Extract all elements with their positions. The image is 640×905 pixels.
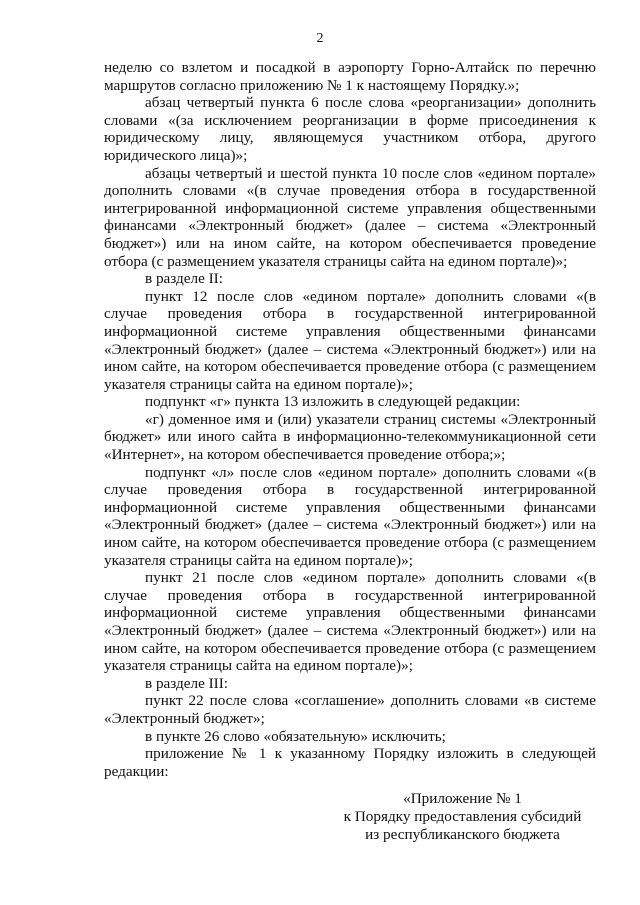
section-heading: в разделе II: <box>145 270 223 288</box>
appendix-line-title: «Приложение № 1 <box>403 790 522 807</box>
document-body <box>104 59 596 780</box>
paragraph: в пункте 26 слово «обязательную» исключить; <box>145 727 446 745</box>
paragraph: пункт 21 после слов «едином портале» дополнить словами «(в случае проведения отбора в государственной интегрированной информационной системе управления общественными финансами «Электронный бюджет» (далее – система «Электронный бюджет») или на ином сайте, на котором обеспечивается проведение отбора (с размещением указателя страницы сайта на едином портале)»; <box>104 569 596 675</box>
appendix-line-procedure: к Порядку предоставления субсидий <box>343 808 582 825</box>
paragraph: абзац четвертый пункта 6 после слова «реорганизации» дополнить словами «(за исключением реорганизации в форме присоединения к юридическому лицу, являющемуся участником отбора, другого юридического лица)»; <box>104 94 596 164</box>
appendix-line-budget: из республиканского бюджета <box>365 826 560 843</box>
paragraph: абзацы четвертый и шестой пункта 10 после слов «едином портале» дополнить словами «(в случае проведения отбора в государственной интегрированной информационной системе управления общественными финансами «Электронный бюджет» (далее – система «Электронный бюджет») или на ином сайте, на котором обеспечивается проведение отбора (с размещением указателя страницы сайта на едином портале)»; <box>104 164 596 270</box>
paragraph: приложение № 1 к указанному Порядку изложить в следующей редакции: <box>104 745 596 780</box>
paragraph: подпункт «л» после слов «едином портале» дополнить словами «(в случае проведения отбора в государственной интегрированной информационной системе управления общественными финансами «Электронный бюджет» (далее – система «Электронный бюджет») или на ином сайте, на котором обеспечивается проведение отбора (с размещением указателя страницы сайта на едином портале)»; <box>104 463 596 569</box>
paragraph: «г) доменное имя и (или) указатели страниц системы «Электронный бюджет» или иного сайта в информационно-телекоммуникационной сети «Интернет», на котором обеспечивается проведение отбора;»; <box>104 410 596 464</box>
page-number: 2 <box>316 31 324 46</box>
paragraph: пункт 12 после слов «едином портале» дополнить словами «(в случае проведения отбора в государственной интегрированной информационной системе управления общественными финансами «Электронный бюджет» (далее – система «Электронный бюджет») или на ином сайте, на котором обеспечивается проведение отбора (с размещением указателя страницы сайта на едином портале)»; <box>104 287 596 393</box>
appendix-heading <box>330 790 595 844</box>
paragraph: подпункт «г» пункта 13 изложить в следующей редакции: <box>145 393 521 411</box>
paragraph-continuation: неделю со взлетом и посадкой в аэропорту Горно-Алтайск по перечню маршрутов согласно приложению № 1 к настоящему Порядку.»; <box>104 59 596 94</box>
section-heading: в разделе III: <box>145 674 229 692</box>
paragraph: пункт 22 после слова «соглашение» дополнить словами «в системе «Электронный бюджет»; <box>104 692 596 727</box>
